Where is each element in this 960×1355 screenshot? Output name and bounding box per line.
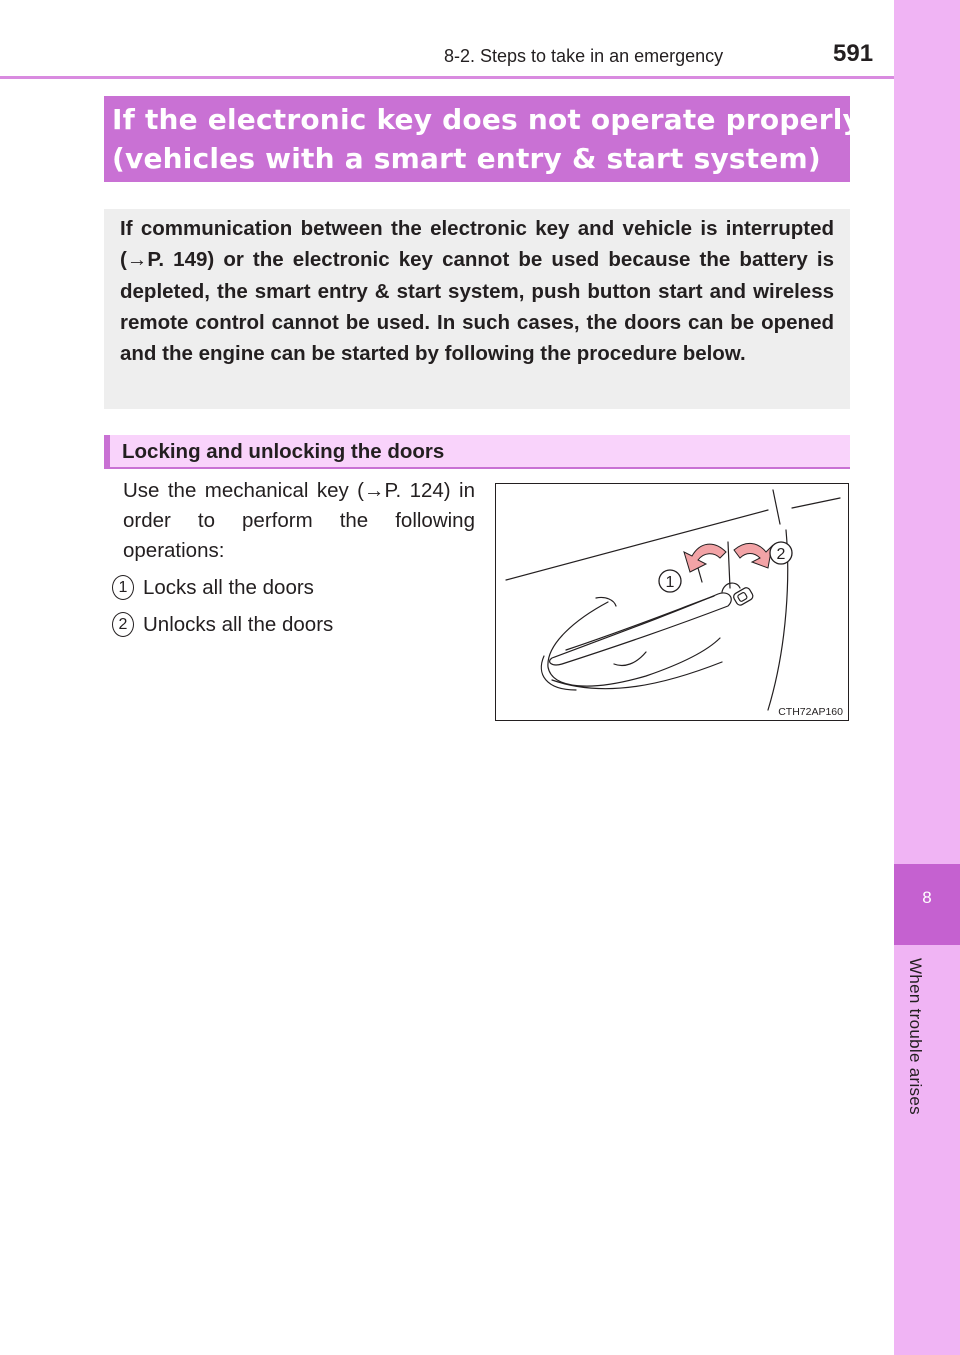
key-leader-line xyxy=(728,542,730,588)
door-crease-line xyxy=(792,498,840,508)
chapter-number: 8 xyxy=(922,888,932,907)
step-text: Locks all the doors xyxy=(143,575,314,599)
section-label: 8-2. Steps to take in an emergency xyxy=(444,46,724,66)
door-handle-drawing xyxy=(496,484,850,722)
handle-recess xyxy=(548,602,720,686)
title-line-1: If the electronic key does not operate properly xyxy=(112,103,862,136)
handle-recess xyxy=(552,662,722,689)
mechanical-key xyxy=(732,586,754,606)
page-number: 591 xyxy=(833,40,874,67)
step-text: Unlocks all the doors xyxy=(143,612,334,636)
figure-code: CTH72AP160 xyxy=(778,706,843,718)
door-handle xyxy=(550,593,732,665)
unlock-arrow xyxy=(734,543,772,568)
step-number-badge: 2 xyxy=(112,612,134,637)
step-number-badge: 1 xyxy=(112,575,134,600)
side-tab xyxy=(894,0,960,1355)
callout-1-label: 1 xyxy=(665,574,675,591)
title-line-2: (vehicles with a smart entry & start system) xyxy=(112,142,821,175)
door-handle xyxy=(566,596,714,650)
step-item xyxy=(112,575,314,600)
key-cylinder xyxy=(722,583,740,592)
key-leader-line xyxy=(698,568,702,582)
subheading xyxy=(104,435,850,469)
step-item xyxy=(112,612,333,637)
lock-arrow xyxy=(684,544,726,572)
title-banner xyxy=(104,96,862,182)
door-edge-line xyxy=(773,490,780,524)
callout-2-label: 2 xyxy=(776,546,786,563)
door-handle-illustration xyxy=(495,483,849,721)
door-handle xyxy=(614,652,646,666)
subheading-text: Locking and unlocking the doors xyxy=(122,440,445,463)
chapter-title: When trouble arises xyxy=(906,958,925,1115)
body-text: Use the mechanical key (→P. 124) in order to perform the following operations: xyxy=(123,479,475,562)
door-handle xyxy=(596,597,616,606)
header-rule xyxy=(0,76,894,79)
intro-text: If communication between the electronic key and vehicle is interrupted (→P. 149) or the electronic key cannot be used because the battery is depleted, the smart entry & start system, push button start and wireless remote control cannot be used. In such cases, the doors can be opened and the engine can be started by following the procedure below. xyxy=(120,217,834,366)
intro-box xyxy=(104,209,850,409)
